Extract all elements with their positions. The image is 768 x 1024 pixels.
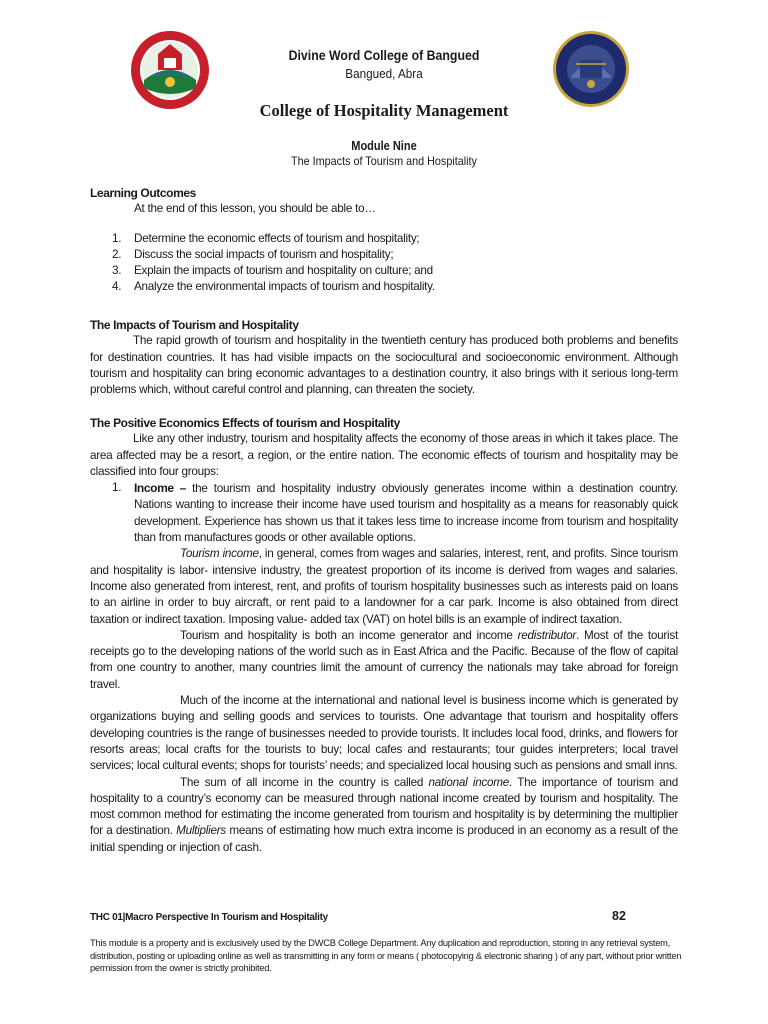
module-title: Module Nine [351, 139, 417, 153]
list-item: 4. Analyze the environmental impacts of tourism and hospitality. [112, 280, 435, 294]
positive-effects-paragraph: Like any other industry, tourism and hospitality affects the economy of those areas in which it takes place. The area affected may be a resort, a region, or the entire nation. The economic effects of tourism and hospitality may be classified into four groups: [90, 432, 678, 478]
school-name: Divine Word College of Bangued [288, 47, 480, 63]
copyright-disclaimer: This module is a property and is exclusively used by the DWCB College Department. Any duplication and reproduction, storing in any retrieval system, distribution, posting or uploading online as well as transmitting in any form or means ( photocopying & electronic sharing ) of any part, without prior written permission from the owner is strictly prohibited. [90, 938, 682, 974]
positive-effects-heading: The Positive Economics Effects of tourism and Hospitality [90, 416, 400, 430]
list-item: 3. Explain the impacts of tourism and hospitality on culture; and [112, 264, 433, 278]
tourism-income-paragraph: Tourism income, in general, comes from wages and salaries, interest, rent, and profits. Since tourism and hospitality is labor- intensive industry, the greatest proportion of its income is derived from wages and salaries. Income also generated from interest, rent, and profits of tourism hospitality businesses such as interests paid on loans to an airline in order to buy aircraft, or rent paid to a landowner for a car park. Income is also obtained from direct taxation or indirect taxation. Imposing value- added tax (VAT) on hotel bills is an example of indirect taxation. [90, 547, 678, 626]
learning-outcomes-list [90, 231, 678, 296]
national-income-paragraph: The sum of all income in the country is called national income. The importance of tourism and hospitality to a country’s economy can be measured through national income created by tourism and hospitality. The most common method for estimating the income generated from tourism and hospitality is by determining the multiplier for a destination. Multipliers means of estimating how much extra income is produced in an economy as a result of the initial spending or injection of cash. [90, 775, 678, 854]
income-term: Income – [134, 481, 186, 496]
college-name [0, 101, 768, 121]
module-subtitle: The Impacts of Tourism and Hospitality [291, 154, 477, 168]
learning-outcomes-intro: At the end of this lesson, you should be able to… [134, 202, 376, 216]
positive-effects-section [90, 415, 678, 856]
impacts-heading: The Impacts of Tourism and Hospitality [90, 318, 299, 332]
footer-course-title: THC 01|Macro Perspective In Tourism and Hospitality [90, 912, 328, 923]
list-item: 2. Discuss the social impacts of tourism and hospitality; [112, 247, 394, 261]
list-item: 1. Determine the economic effects of tourism and hospitality; [112, 231, 420, 245]
page-number: 82 [612, 909, 626, 923]
income-item: 1. Income – the tourism and hospitality industry obviously generates income within a destination country. Nations wanting to increase their income have used tourism and hospitality as a means for reasonably quick development. Experience has shown us that it takes less time to increase income from tourism and hospitality than from manufactures goods or other available options. [112, 481, 678, 545]
impacts-section [90, 317, 678, 398]
impacts-paragraph: The rapid growth of tourism and hospitality in the twentieth century has produced both problems and benefits for destination countries. It has had visible impacts on the sociocultural and socioeconomic environment. Although tourism and hospitality can bring economic advantages to a destination country, it also brings with it serious long-term problems which, without careful control and planning, can threaten the society. [90, 334, 678, 397]
business-income-paragraph: Much of the income at the international and national level is business income which is generated by organizations buying and selling goods and services to tourists. One advantage that tourism and hospitality offers developing countries is the range of businesses needed to provide tourists. It includes local food, drinks, and flowers for resorts areas; local crafts for the tourists to buy; local cafes and restaurants; tour guides interpreters; local travel services; local cultural events; shops for tourists’ needs; and specialized local housing such as pensions and small inns. [90, 694, 678, 773]
college-name-rest: ollege of Hospitality Management [271, 101, 509, 120]
school-location: Bangued, Abra [345, 66, 423, 81]
redistributor-paragraph: Tourism and hospitality is both an income generator and income redistributor. Most of the tourist receipts go to the developing nations of the world such as in East Africa and the Pacific. Because of the flow of capital from one country to another, many countries limit the amount of currency the nationals may take abroad for foreign travel. [90, 628, 678, 691]
learning-outcomes-section [90, 185, 678, 296]
college-initial: C [259, 101, 272, 120]
learning-outcomes-heading: Learning Outcomes [90, 186, 196, 200]
